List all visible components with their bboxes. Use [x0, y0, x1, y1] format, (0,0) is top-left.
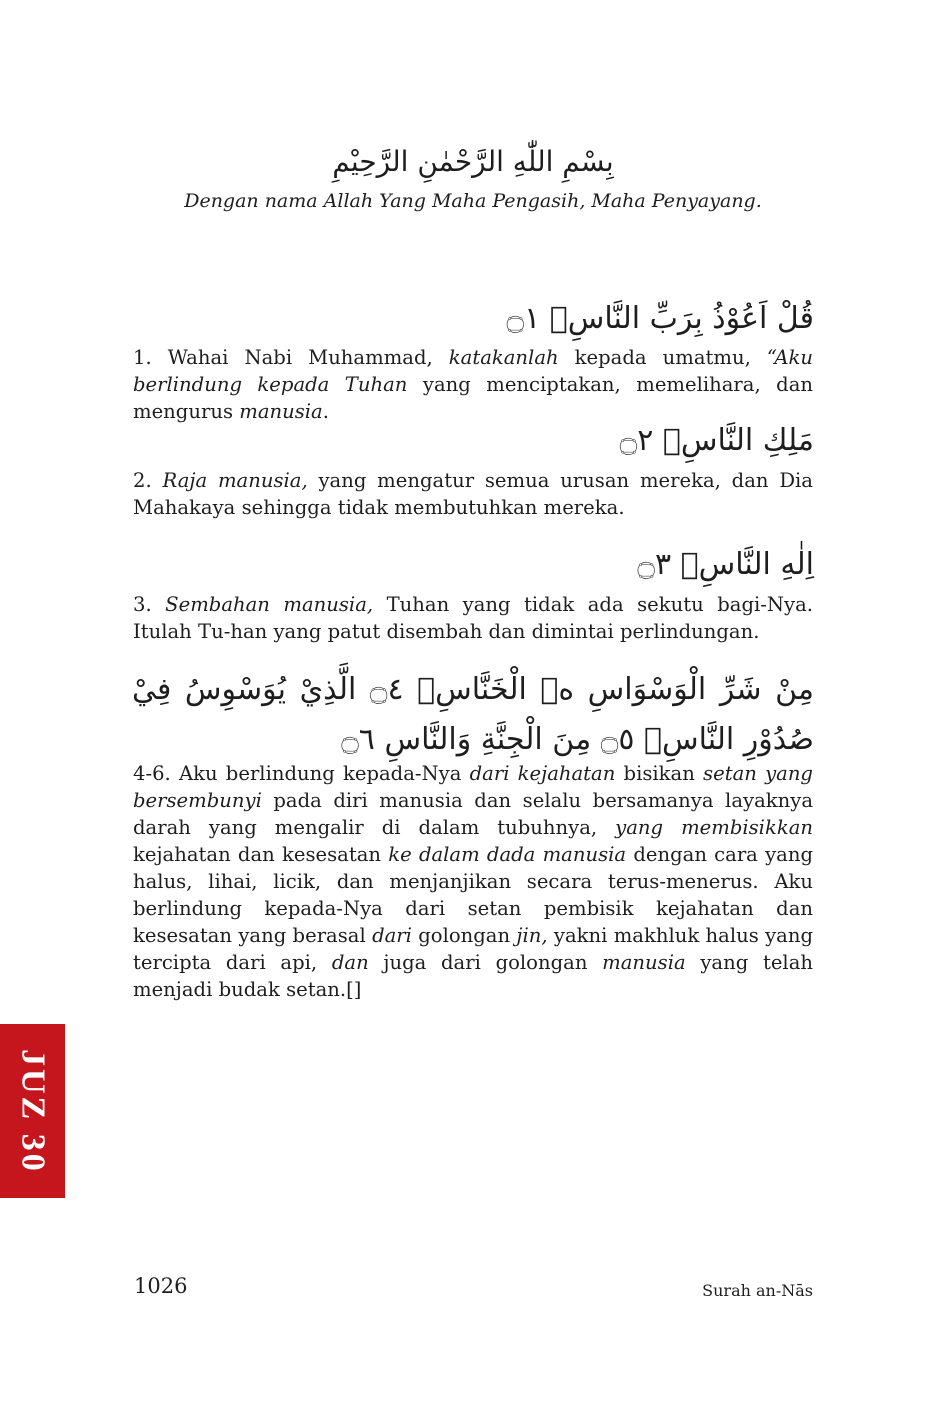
juz-side-tab: [0, 1024, 65, 1198]
italic-phrase: Raja manusia,: [162, 469, 308, 492]
verse-2-arabic: مَلِكِ النَّاسِۙ ۝٢: [619, 423, 814, 458]
basmala-arabic: بِسْمِ اللّٰهِ الرَّحْمٰنِ الرَّحِيْمِ: [332, 145, 614, 178]
text-segment: yang menciptakan, memelihara, dan mengurus: [133, 373, 813, 423]
juz-label: JUZ 30: [14, 1048, 52, 1174]
surah-name: Surah an-Nās: [702, 1281, 813, 1300]
text-segment: kepada umatmu,: [558, 346, 767, 369]
text-segment: bisikan: [615, 762, 704, 785]
text-segment: 4-6. Aku berlindung kepada-Nya: [133, 762, 470, 785]
text-segment: yakni makhluk halus yang tercipta dari api,: [133, 924, 814, 974]
italic-phrase: yang membisikkan: [615, 816, 814, 839]
text-segment: pada diri manusia dan selalu bersamanya layaknya darah yang mengalir di dalam tubuhnya,: [133, 789, 813, 839]
verse-4-6-translation: [133, 760, 813, 1003]
text-segment: 3.: [133, 593, 166, 616]
italic-phrase: jin,: [516, 924, 548, 947]
italic-phrase: manusia: [602, 951, 686, 974]
italic-phrase: dari kejahatan: [469, 762, 616, 785]
italic-phrase: manusia: [239, 400, 323, 423]
page-number: 1026: [134, 1274, 188, 1298]
verse-3-translation: [133, 591, 813, 645]
italic-phrase: dan: [331, 951, 369, 974]
text-segment: .: [322, 400, 329, 423]
italic-phrase: Sembahan manusia,: [165, 593, 374, 616]
text-segment: yang telah menjadi budak setan.[]: [133, 951, 814, 1001]
verse-3-arabic: اِلٰهِ النَّاسِۙ ۝٣: [637, 547, 814, 582]
italic-phrase: setan yang bersembunyi: [133, 762, 813, 812]
italic-phrase: dari: [372, 924, 412, 947]
text-segment: 2.: [133, 469, 163, 492]
text-segment: yang mengatur semua urusan mereka, dan Dia Mahakaya sehingga tidak membutuhkan mereka.: [133, 469, 813, 519]
italic-phrase: ke dalam dada manusia: [388, 843, 627, 866]
text-segment: 1. Wahai Nabi Muhammad,: [133, 346, 449, 369]
italic-phrase: “Aku berlindung kepada Tuhan: [133, 346, 813, 396]
verse-2-translation: [133, 467, 813, 521]
verse-4-6-arabic: مِنْ شَرِّ الْوَسْوَاسِ ەۙ الْخَنَّاسِۖ ۝٤ الَّذِيْ يُوَسْوِسُ فِيْ صُدُوْرِ النَّاسِۙ ۝٥ مِنَ الْجِنَّةِ وَالنَّاسِ ۝٦: [132, 672, 814, 757]
text-segment: juga dari golongan: [368, 951, 603, 974]
text-segment: kejahatan dan kesesatan: [133, 843, 389, 866]
verse-1-arabic: قُلْ اَعُوْذُ بِرَبِّ النَّاسِۙ ۝١: [506, 301, 814, 336]
text-segment: Tuhan yang tidak ada sekutu bagi-Nya. Itulah Tu-han yang patut disembah dan dimintai perlindungan.: [133, 593, 814, 643]
basmala-translation: Dengan nama Allah Yang Maha Pengasih, Maha Penyayang.: [184, 190, 762, 212]
italic-phrase: katakanlah: [448, 346, 559, 369]
text-segment: golongan: [411, 924, 517, 947]
text-segment: dengan cara yang halus, lihai, licik, dan menjanjikan secara terus-menerus. Aku berlindung kepada-Nya dari setan pembisik kejahatan dan kesesatan yang berasal: [133, 843, 814, 947]
verse-1-translation: [133, 344, 813, 425]
